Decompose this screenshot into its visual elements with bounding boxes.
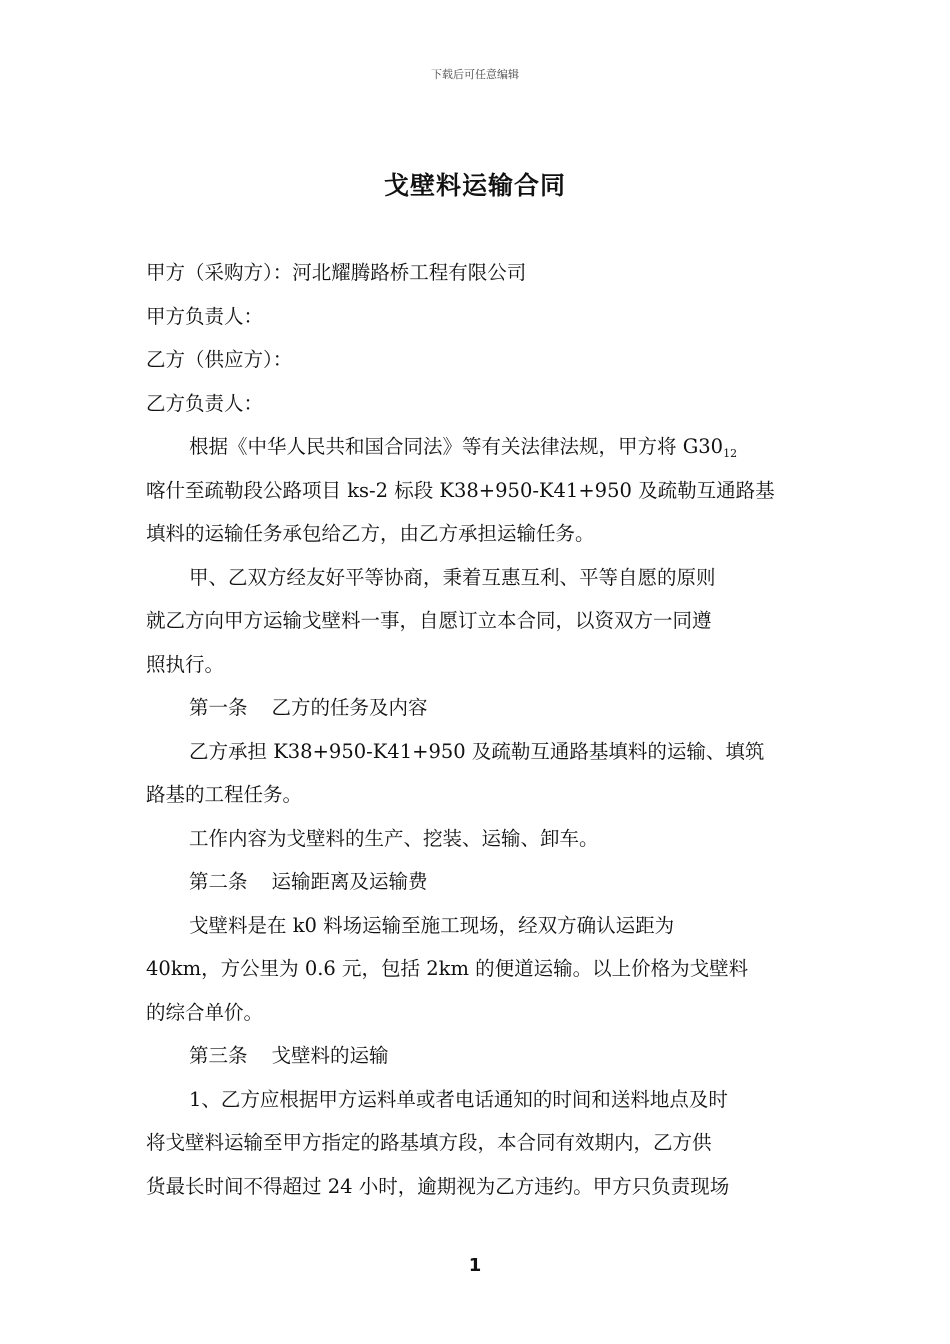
document-title: 戈壁料运输合同 (383, 171, 566, 200)
article-3-line-2: 将戈壁料运输至甲方指定的路基填方段，本合同有效期内，乙方供 (146, 1131, 712, 1154)
document-body (146, 251, 806, 1208)
article-1-para-1-line-2: 路基的工程任务。 (146, 783, 303, 806)
intro-line-1-text: 根据《中华人民共和国合同法》等有关法律法规，甲方将 G30 (189, 435, 724, 458)
article-3-line-3: 货最长时间不得超过 24 小时，逾期视为乙方违约。甲方只负责现场 (146, 1174, 730, 1198)
party-a-representative: 甲方负责人： (146, 304, 264, 328)
article-2-line-2: 40km，方公里为 0.6 元，包括 2km 的便道运输。以上价格为戈壁料 (146, 957, 749, 980)
party-b: 乙方（供应方）： (146, 348, 293, 371)
article-1-number: 第一条 (189, 696, 248, 719)
principle-line-1: 甲、乙双方经友好平等协商，秉着互惠互利、平等自愿的原则 (189, 565, 716, 589)
article-3-line-1: 1、乙方应根据甲方运料单或者电话通知的时间和送料地点及时 (189, 1087, 728, 1111)
article-3-number: 第三条 (189, 1044, 248, 1067)
article-1-heading (146, 686, 806, 730)
party-a: 甲方（采购方）：河北耀腾路桥工程有限公司 (146, 261, 527, 284)
article-2-title: 运输距离及运输费 (271, 870, 428, 893)
article-3-heading (146, 1034, 806, 1078)
article-2-line-3: 的综合单价。 (146, 1000, 264, 1024)
intro-line-3: 填料的运输任务承包给乙方，由乙方承担运输任务。 (146, 522, 595, 545)
article-1-para-2: 工作内容为戈壁料的生产、挖装、运输、卸车。 (189, 826, 599, 850)
page-number: 1 (468, 1255, 482, 1276)
article-1-title: 乙方的任务及内容 (271, 696, 428, 719)
intro-line-2: 喀什至疏勒段公路项目 ks-2 标段 K38+950-K41+950 及疏勒互通路基 (146, 478, 775, 502)
intro-line-1 (146, 425, 806, 469)
party-b-representative: 乙方负责人： (146, 391, 264, 415)
principle-line-2: 就乙方向甲方运输戈壁料一事，自愿订立本合同，以资双方一同遵 (146, 609, 712, 632)
page-header: 下载后可任意编辑 (431, 68, 519, 81)
article-1-para-1-line-1: 乙方承担 K38+950-K41+950 及疏勒互通路基填料的运输、填筑 (189, 739, 765, 763)
intro-subscript: 12 (723, 447, 738, 460)
article-2-heading (146, 860, 806, 904)
article-3-title: 戈壁料的运输 (271, 1044, 389, 1067)
article-2-line-1: 戈壁料是在 k0 料场运输至施工现场，经双方确认运距为 (189, 913, 675, 937)
principle-line-3: 照执行。 (146, 652, 225, 676)
article-2-number: 第二条 (189, 870, 248, 893)
